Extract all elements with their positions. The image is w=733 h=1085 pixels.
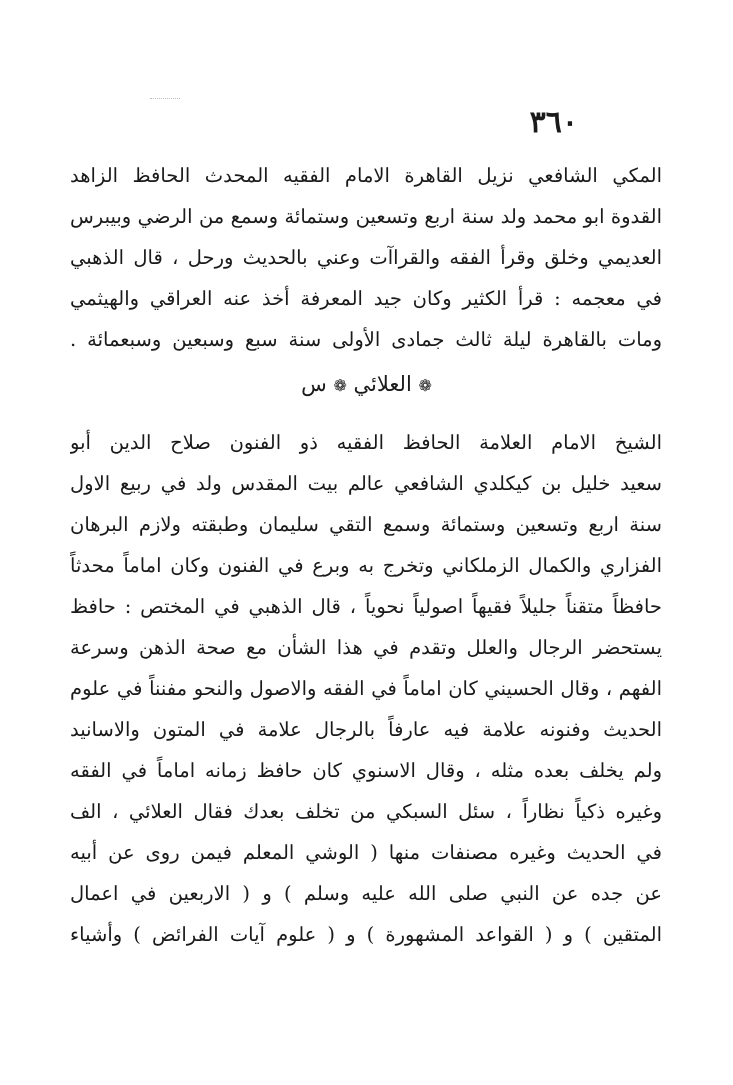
page-number: ٣٦٠ xyxy=(529,105,578,140)
section-heading xyxy=(0,366,733,404)
text-line: الفهم ، وقال الحسيني كان اماماً في الفقه والاصول والنحو مفنناً في علوم xyxy=(70,677,662,700)
scan-mark xyxy=(150,98,180,101)
text-line: ولم يخلف بعده مثله ، وقال الاسنوي كان حافظ زمانه اماماً في الفقه xyxy=(70,759,662,782)
text-line: عن جده عن النبي صلى الله عليه وسلم ) و ( الاربعين في اعمال xyxy=(70,882,662,905)
text-line: العديمي وخلق وقرأ الفقه والقراآت وعني بالحديث ورحل ، قال الذهبي xyxy=(70,246,662,269)
text-line: وغيره ذكياً نظاراً ، سئل السبكي من تخلف بعدك فقال العلائي ، الف xyxy=(70,800,662,823)
text-line: المكي الشافعي نزيل القاهرة الامام الفقيه المحدث الحافظ الزاهد xyxy=(70,164,662,187)
heading-letter: س xyxy=(301,372,327,396)
text-line: الحديث وفنونه علامة فيه عارفاً بالرجال علامة في المتون والاسانيد xyxy=(70,718,662,741)
text-line: سعيد خليل بن كيكلدي الشافعي عالم بيت المقدس ولد في ربيع الاول xyxy=(70,472,662,495)
text-line: الفزاري والكمال الزملكاني وتخرج به وبرع في الفنون وكان اماماً محدثاً xyxy=(70,554,662,577)
text-line: في الحديث وغيره مصنفات منها ( الوشي المعلم فيمن روى عن أبيه xyxy=(70,841,662,864)
text-line: الشيخ الامام العلامة الحافظ الفقيه ذو الفنون صلاح الدين أبو xyxy=(70,431,662,454)
text-line: يستحضر الرجال والعلل وتقدم في هذا الشأن مع صحة الذهن وسرعة xyxy=(70,636,662,659)
text-line: المتقين ) و ( القواعد المشهورة ) و ( علوم آيات الفرائض ) وأشياء xyxy=(70,923,662,946)
text-line: حافظاً متقناً جليلاً فقيهاً اصولياً نحوياً ، قال الذهبي في المختص : حافظ xyxy=(70,595,662,618)
text-line: القدوة ابو محمد ولد سنة اربع وتسعين وستمائة وسمع من الرضي وبيبرس xyxy=(70,205,662,228)
text-line: في معجمه : قرأ الكثير وكان جيد المعرفة أخذ عنه العراقي والهيثمي xyxy=(70,287,662,310)
text-line: ومات بالقاهرة ليلة ثالث جمادى الأولى سنة سبع وسبعين وسبعمائة . xyxy=(70,328,662,351)
text-line: سنة اربع وتسعين وستمائة وسمع التقي سليمان وطبقته ولازم البرهان xyxy=(70,513,662,536)
ornament-icon: ❁ xyxy=(333,376,347,395)
ornament-icon: ❁ xyxy=(418,376,432,395)
heading-title: العلائي xyxy=(353,372,412,396)
